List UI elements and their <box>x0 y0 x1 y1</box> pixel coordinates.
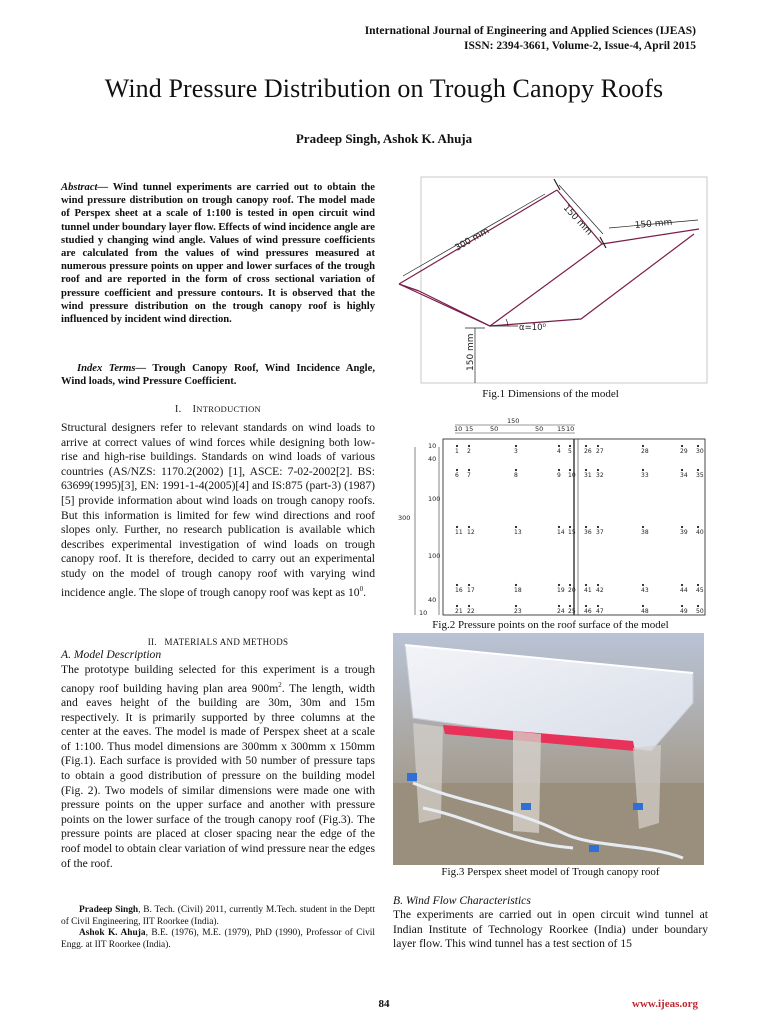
pressure-point-dot <box>585 584 587 586</box>
pressure-point-label: 18 <box>514 587 522 594</box>
index-terms-text: Trough Canopy Roof, Wind Incidence Angle, Wind loads, wind Pressure Coefficient. <box>61 363 375 388</box>
pressure-point-label: 15 <box>568 529 576 536</box>
pressure-point-label: 27 <box>596 448 604 455</box>
pressure-point-dot <box>681 469 683 471</box>
pressure-point-label: 38 <box>641 529 649 536</box>
section-heading-introduction: I. INTRODUCTION <box>175 404 261 415</box>
pressure-point-dot <box>597 445 599 447</box>
figure-3-caption: Fig.3 Perspex sheet model of Trough canopy roof <box>441 866 660 878</box>
introduction-paragraph: Structural designers refer to relevant standards on wind loads to arrive at correct values of wind forces while designing both low-rise and high-rise buildings. Standards on wind loads of various countries (AS/NZS: 1170.2(2002) [1], ASCE: 7-02-2002[2]. BS: 63699(1995)[3], EN: 1991-1-4(2005)[4] and IS:875 (part-3) (1987)[5] provide information about wind loads on trough canopy roofs. But this information is limited for few wind directions and roof slopes only. Further, no research publication is available which describes experimental investigation of wind loads on trough canopy roof. It is therefore, decided to carry out an experimental study on the model of trough canopy roof with varying wind incidence angle. The slope of trough canopy roof was kept as $10^0$. <box>61 421 375 599</box>
pressure-point-dot <box>585 445 587 447</box>
pressure-point-label: 20 <box>568 587 576 594</box>
dim-300-label: 300 mm <box>453 226 492 254</box>
pressure-point-label: 25 <box>568 608 576 615</box>
pressure-point-dot <box>558 584 560 586</box>
top-dimension-label: 50 <box>490 425 499 433</box>
pressure-point-dot <box>642 469 644 471</box>
pressure-point-dot <box>468 445 470 447</box>
pressure-point-dot <box>597 526 599 528</box>
pressure-point-dot <box>697 584 699 586</box>
wind-flow-paragraph: The experiments are carried out in open circuit wind tunnel at Indian Institute of Technology Roorkee (India) under boundary layer flow. This wind tunnel has a test section of 15 <box>393 908 708 951</box>
pressure-point-dot <box>456 469 458 471</box>
pressure-point-dot <box>515 605 517 607</box>
pressure-point-label: 33 <box>641 472 649 479</box>
pressure-point-dot <box>642 605 644 607</box>
pressure-point-label: 48 <box>641 608 649 615</box>
pressure-point-dot <box>642 445 644 447</box>
pressure-point-dot <box>681 526 683 528</box>
pressure-point-label: 17 <box>467 587 475 594</box>
pressure-point-label: 50 <box>696 608 704 615</box>
pressure-point-dot <box>515 526 517 528</box>
subsection-model-description: A. Model Description <box>61 648 162 661</box>
pressure-point-dot <box>697 605 699 607</box>
pressure-point-dot <box>515 445 517 447</box>
index-terms <box>61 362 375 388</box>
pressure-point-dot <box>597 584 599 586</box>
pressure-point-dot <box>597 605 599 607</box>
pressure-point-dot <box>569 584 571 586</box>
top-dimension-label: 10 <box>454 425 463 433</box>
pressure-point-label: 40 <box>696 529 704 536</box>
paper-authors: Pradeep Singh, Ashok K. Ahuja <box>295 131 473 146</box>
pressure-point-dot <box>468 469 470 471</box>
figure-2-caption: Fig.2 Pressure points on the roof surface of the model <box>432 619 669 631</box>
pressure-point-label: 23 <box>514 608 522 615</box>
pressure-point-dot <box>642 526 644 528</box>
abstract-text: Wind tunnel experiments are carried out to obtain the wind pressure distribution on trough canopy roof. The model made of Perspex sheet at a scale of 1:100 is tested in open circuit wind tunnel under boundary layer flow. Effects of wind incidence angle are studied y changing wind angle. Values of wind pressure coefficients are calculated from the values of wind pressures measured at numerous pressure points on upper and lower surfaces of the trough roof and are reported in the form of cross sectional variation of pressure coefficient and pressure contours. It is observed that the wind pressure distribution on the trough canopy roof is highly influenced by incident wind direction. <box>61 182 375 326</box>
figure-3-model-photo <box>393 633 704 865</box>
figure-1-caption: Fig.1 Dimensions of the model <box>482 388 619 400</box>
pressure-point-label: 37 <box>596 529 604 536</box>
left-dimension-label: 100 <box>428 552 441 560</box>
section-heading-materials: II. MATERIALS AND METHODS <box>147 637 289 647</box>
top-dimension-label: 10 <box>566 425 575 433</box>
pressure-point-dot <box>681 605 683 607</box>
pressure-point-label: 4 <box>557 448 561 455</box>
pressure-point-dot <box>456 605 458 607</box>
journal-name: International Journal of Engineering and Applied Sciences (IJEAS) <box>364 25 696 37</box>
pressure-point-label: 16 <box>455 587 463 594</box>
pressure-point-dot <box>468 605 470 607</box>
pressure-point-label: 19 <box>557 587 565 594</box>
pressure-point-label: 12 <box>467 529 475 536</box>
journal-issn: ISSN: 2394-3661, Volume-2, Issue-4, April 2015 <box>464 40 696 52</box>
pressure-point-dot <box>597 469 599 471</box>
pressure-point-label: 24 <box>557 608 565 615</box>
paper-title: Wind Pressure Distribution on Trough Canopy Roofs <box>104 74 664 103</box>
model-description-paragraph: The prototype building selected for this experiment is a trough canopy roof building having plan area $900m^2$. The length, width and eaves height of the building are 30m, 30m and 15m respectively. It is primarily supported by three columns at the center at the eaves. The model is made of Perspex sheet at a scale of 1:100. Thus model dimensions are 300mm x 300mm x 150mm (Fig.1). Each surface is provided with 50 number of pressure taps to obtain a good distribution of pressure on the building model (Fig. 2). Two models of similar dimensions were made one with pressure points on the upper surface and another with pressure points on the lower surface of the trough canopy roof (Fig.3). The pressure points are placed at closer spacing near the edge of the roof model to obtain clear variation of wind pressure near the edges of the roof. <box>61 663 375 870</box>
pressure-point-dot <box>569 605 571 607</box>
left-dimension-label: 10 <box>419 609 428 617</box>
pressure-point-dot <box>456 526 458 528</box>
pressure-point-label: 30 <box>696 448 704 455</box>
pressure-point-label: 3 <box>514 448 518 455</box>
left-dimension-label: 40 <box>428 596 437 604</box>
pressure-point-dot <box>585 469 587 471</box>
pressure-point-dot <box>681 445 683 447</box>
pressure-point-dot <box>681 584 683 586</box>
pressure-point-dot <box>468 584 470 586</box>
pressure-point-label: 47 <box>596 608 604 615</box>
pressure-point-label: 11 <box>455 529 463 536</box>
pressure-point-label: 29 <box>680 448 688 455</box>
left-dimension-label: 100 <box>428 495 441 503</box>
pressure-point-dot <box>468 526 470 528</box>
top-dimension-label: 50 <box>535 425 544 433</box>
subsection-wind-flow: B. Wind Flow Characteristics <box>393 894 531 907</box>
pressure-point-dot <box>558 526 560 528</box>
pressure-point-dot <box>585 605 587 607</box>
pressure-point-label: 32 <box>596 472 604 479</box>
pressure-point-label: 46 <box>584 608 592 615</box>
pressure-point-dot <box>569 445 571 447</box>
pressure-point-label: 49 <box>680 608 688 615</box>
dim-150a-label: 150 mm <box>560 203 594 238</box>
pressure-point-label: 26 <box>584 448 592 455</box>
pressure-point-dot <box>558 469 560 471</box>
pressure-point-label: 39 <box>680 529 688 536</box>
pressure-point-label: 8 <box>514 472 518 479</box>
figure-2-pressure-points-grid <box>395 417 708 617</box>
pressure-point-label: 2 <box>467 448 471 455</box>
pressure-point-label: 35 <box>696 472 704 479</box>
journal-header <box>365 24 696 54</box>
pressure-point-dot <box>585 526 587 528</box>
pressure-point-label: 9 <box>557 472 561 479</box>
author-footnote: Pradeep Singh, B. Tech. (Civil) 2011, currently M.Tech. student in the Deptt of Civil Engineering, IIT Roorkee (India). Ashok K. Ahuja, B.E. (1976), M.E. (1979), PhD (1990), Professor of Civil Engg. at IIT Roorkee (India). <box>61 905 375 950</box>
pressure-point-label: 28 <box>641 448 649 455</box>
pressure-point-label: 36 <box>584 529 592 536</box>
pressure-point-dot <box>642 584 644 586</box>
pressure-point-dot <box>456 584 458 586</box>
pressure-point-label: 5 <box>568 448 572 455</box>
journal-website: www.ijeas.org <box>632 998 698 1010</box>
dim-150b-label: 150 mm <box>634 217 673 231</box>
pressure-point-dot <box>558 605 560 607</box>
pressure-point-label: 13 <box>514 529 522 536</box>
pressure-point-label: 14 <box>557 529 565 536</box>
dim-150c-label: 150 mm <box>466 333 476 371</box>
figure-1-dimensions-diagram <box>393 176 709 384</box>
page-number: 84 <box>378 998 390 1010</box>
pressure-point-label: 10 <box>568 472 576 479</box>
pressure-point-label: 7 <box>467 472 471 479</box>
pressure-point-label: 1 <box>455 448 459 455</box>
abstract-label: Abstract— <box>61 182 109 193</box>
pressure-point-label: 43 <box>641 587 649 594</box>
top-dimension-label: 15 <box>465 425 474 433</box>
left-dimension-label: 10 <box>428 442 437 450</box>
abstract <box>61 181 375 326</box>
index-terms-label: Index Terms— <box>77 363 147 374</box>
pressure-point-dot <box>515 469 517 471</box>
left-dimension-label: 300 <box>398 514 411 522</box>
pressure-point-dot <box>697 445 699 447</box>
pressure-point-label: 6 <box>455 472 459 479</box>
pressure-point-label: 42 <box>596 587 604 594</box>
top-dimension-label: 150 <box>507 417 520 425</box>
angle-label: α=10⁰ <box>519 323 546 333</box>
pressure-point-label: 45 <box>696 587 704 594</box>
left-dimension-label: 40 <box>428 455 437 463</box>
pressure-point-label: 21 <box>455 608 463 615</box>
pressure-point-dot <box>456 445 458 447</box>
pressure-point-dot <box>697 526 699 528</box>
pressure-point-label: 41 <box>584 587 592 594</box>
pressure-point-dot <box>569 469 571 471</box>
pressure-point-dot <box>515 584 517 586</box>
top-dimension-label: 15 <box>557 425 566 433</box>
pressure-point-label: 44 <box>680 587 688 594</box>
pressure-point-dot <box>697 469 699 471</box>
pressure-point-dot <box>569 526 571 528</box>
pressure-point-label: 22 <box>467 608 475 615</box>
pressure-point-dot <box>558 445 560 447</box>
pressure-point-label: 34 <box>680 472 688 479</box>
pressure-point-label: 31 <box>584 472 592 479</box>
